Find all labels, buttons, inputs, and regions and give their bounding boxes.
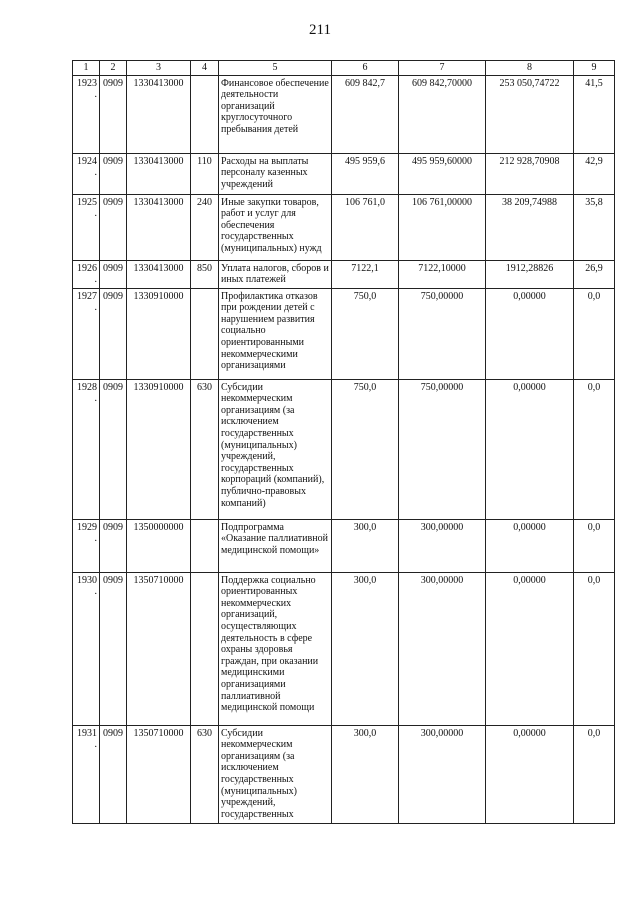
table-row bbox=[73, 725, 615, 823]
header-cell: 1 bbox=[73, 61, 100, 76]
code-cell: 1330910000 bbox=[127, 379, 191, 519]
header-cell: 4 bbox=[191, 61, 219, 76]
row-number-cell: 1930. bbox=[73, 572, 100, 725]
description-cell: Подпрограмма «Оказание паллиативной медицинской помощи» bbox=[219, 519, 332, 572]
code-cell: 1330910000 bbox=[127, 288, 191, 379]
table-row bbox=[73, 379, 615, 519]
code-cell: 1330413000 bbox=[127, 260, 191, 288]
planned-exact-cell: 750,00000 bbox=[399, 288, 486, 379]
row-number-cell: 1931. bbox=[73, 725, 100, 823]
section-cell: 0909 bbox=[100, 260, 127, 288]
code-cell: 1330413000 bbox=[127, 194, 191, 260]
header-cell: 3 bbox=[127, 61, 191, 76]
percent-cell: 0,0 bbox=[574, 519, 615, 572]
code-cell: 1330413000 bbox=[127, 75, 191, 153]
executed-cell: 0,00000 bbox=[486, 288, 574, 379]
planned-exact-cell: 300,00000 bbox=[399, 572, 486, 725]
percent-cell: 41,5 bbox=[574, 75, 615, 153]
description-cell: Уплата налогов, сборов и иных платежей bbox=[219, 260, 332, 288]
row-number-cell: 1924. bbox=[73, 153, 100, 194]
budget-table bbox=[72, 60, 615, 824]
code-cell: 1350710000 bbox=[127, 725, 191, 823]
table-row bbox=[73, 153, 615, 194]
percent-cell: 0,0 bbox=[574, 288, 615, 379]
expense-type-cell: 630 bbox=[191, 725, 219, 823]
description-cell: Профилактика отказов при рождении детей с нарушением развития социально ориентированными некоммерческими организациями bbox=[219, 288, 332, 379]
planned-exact-cell: 609 842,70000 bbox=[399, 75, 486, 153]
plan-cell: 300,0 bbox=[332, 519, 399, 572]
description-cell: Финансовое обеспечение деятельности организаций круглосуточного пребывания детей bbox=[219, 75, 332, 153]
plan-cell: 106 761,0 bbox=[332, 194, 399, 260]
row-number-cell: 1928. bbox=[73, 379, 100, 519]
section-cell: 0909 bbox=[100, 725, 127, 823]
code-cell: 1350000000 bbox=[127, 519, 191, 572]
section-cell: 0909 bbox=[100, 153, 127, 194]
executed-cell: 0,00000 bbox=[486, 572, 574, 725]
plan-cell: 495 959,6 bbox=[332, 153, 399, 194]
percent-cell: 0,0 bbox=[574, 572, 615, 725]
table-row bbox=[73, 572, 615, 725]
percent-cell: 35,8 bbox=[574, 194, 615, 260]
plan-cell: 750,0 bbox=[332, 379, 399, 519]
executed-cell: 212 928,70908 bbox=[486, 153, 574, 194]
expense-type-cell: 110 bbox=[191, 153, 219, 194]
executed-cell: 0,00000 bbox=[486, 379, 574, 519]
executed-cell: 253 050,74722 bbox=[486, 75, 574, 153]
section-cell: 0909 bbox=[100, 379, 127, 519]
expense-type-cell bbox=[191, 519, 219, 572]
executed-cell: 1912,28826 bbox=[486, 260, 574, 288]
table-row bbox=[73, 288, 615, 379]
table-header-row bbox=[73, 61, 615, 76]
expense-type-cell bbox=[191, 288, 219, 379]
planned-exact-cell: 106 761,00000 bbox=[399, 194, 486, 260]
description-cell: Иные закупки товаров, работ и услуг для обеспечения государственных (муниципальных) нужд bbox=[219, 194, 332, 260]
page-number: 211 bbox=[309, 22, 331, 38]
section-cell: 0909 bbox=[100, 194, 127, 260]
header-cell: 2 bbox=[100, 61, 127, 76]
code-cell: 1350710000 bbox=[127, 572, 191, 725]
row-number-cell: 1927. bbox=[73, 288, 100, 379]
plan-cell: 300,0 bbox=[332, 572, 399, 725]
row-number-cell: 1925. bbox=[73, 194, 100, 260]
executed-cell: 0,00000 bbox=[486, 519, 574, 572]
expense-type-cell: 630 bbox=[191, 379, 219, 519]
planned-exact-cell: 750,00000 bbox=[399, 379, 486, 519]
expense-type-cell: 240 bbox=[191, 194, 219, 260]
section-cell: 0909 bbox=[100, 519, 127, 572]
percent-cell: 0,0 bbox=[574, 379, 615, 519]
table-row bbox=[73, 75, 615, 153]
code-cell: 1330413000 bbox=[127, 153, 191, 194]
description-cell: Субсидии некоммерческим организациям (за исключением государственных (муниципальных) учреждений, государственных корпораций (компаний), публично-правовых компаний) bbox=[219, 379, 332, 519]
executed-cell: 0,00000 bbox=[486, 725, 574, 823]
expense-type-cell: 850 bbox=[191, 260, 219, 288]
header-cell: 5 bbox=[219, 61, 332, 76]
planned-exact-cell: 300,00000 bbox=[399, 725, 486, 823]
section-cell: 0909 bbox=[100, 572, 127, 725]
table-row bbox=[73, 519, 615, 572]
header-cell: 8 bbox=[486, 61, 574, 76]
table-row bbox=[73, 260, 615, 288]
header-cell: 7 bbox=[399, 61, 486, 76]
table-row bbox=[73, 194, 615, 260]
expense-type-cell bbox=[191, 75, 219, 153]
section-cell: 0909 bbox=[100, 75, 127, 153]
plan-cell: 7122,1 bbox=[332, 260, 399, 288]
header-cell: 6 bbox=[332, 61, 399, 76]
description-cell: Поддержка социально ориентированных некоммерческих организаций, осуществляющих деятельность в сфере охраны здоровья граждан, при оказании медицинскими организациями паллиативной медицинской помощи bbox=[219, 572, 332, 725]
executed-cell: 38 209,74988 bbox=[486, 194, 574, 260]
percent-cell: 0,0 bbox=[574, 725, 615, 823]
planned-exact-cell: 495 959,60000 bbox=[399, 153, 486, 194]
expense-type-cell bbox=[191, 572, 219, 725]
row-number-cell: 1929. bbox=[73, 519, 100, 572]
plan-cell: 750,0 bbox=[332, 288, 399, 379]
header-cell: 9 bbox=[574, 61, 615, 76]
row-number-cell: 1923. bbox=[73, 75, 100, 153]
plan-cell: 300,0 bbox=[332, 725, 399, 823]
row-number-cell: 1926. bbox=[73, 260, 100, 288]
percent-cell: 26,9 bbox=[574, 260, 615, 288]
plan-cell: 609 842,7 bbox=[332, 75, 399, 153]
planned-exact-cell: 300,00000 bbox=[399, 519, 486, 572]
percent-cell: 42,9 bbox=[574, 153, 615, 194]
description-cell: Расходы на выплаты персоналу казенных учреждений bbox=[219, 153, 332, 194]
section-cell: 0909 bbox=[100, 288, 127, 379]
description-cell: Субсидии некоммерческим организациям (за исключением государственных (муниципальных) учреждений, государственных bbox=[219, 725, 332, 823]
planned-exact-cell: 7122,10000 bbox=[399, 260, 486, 288]
